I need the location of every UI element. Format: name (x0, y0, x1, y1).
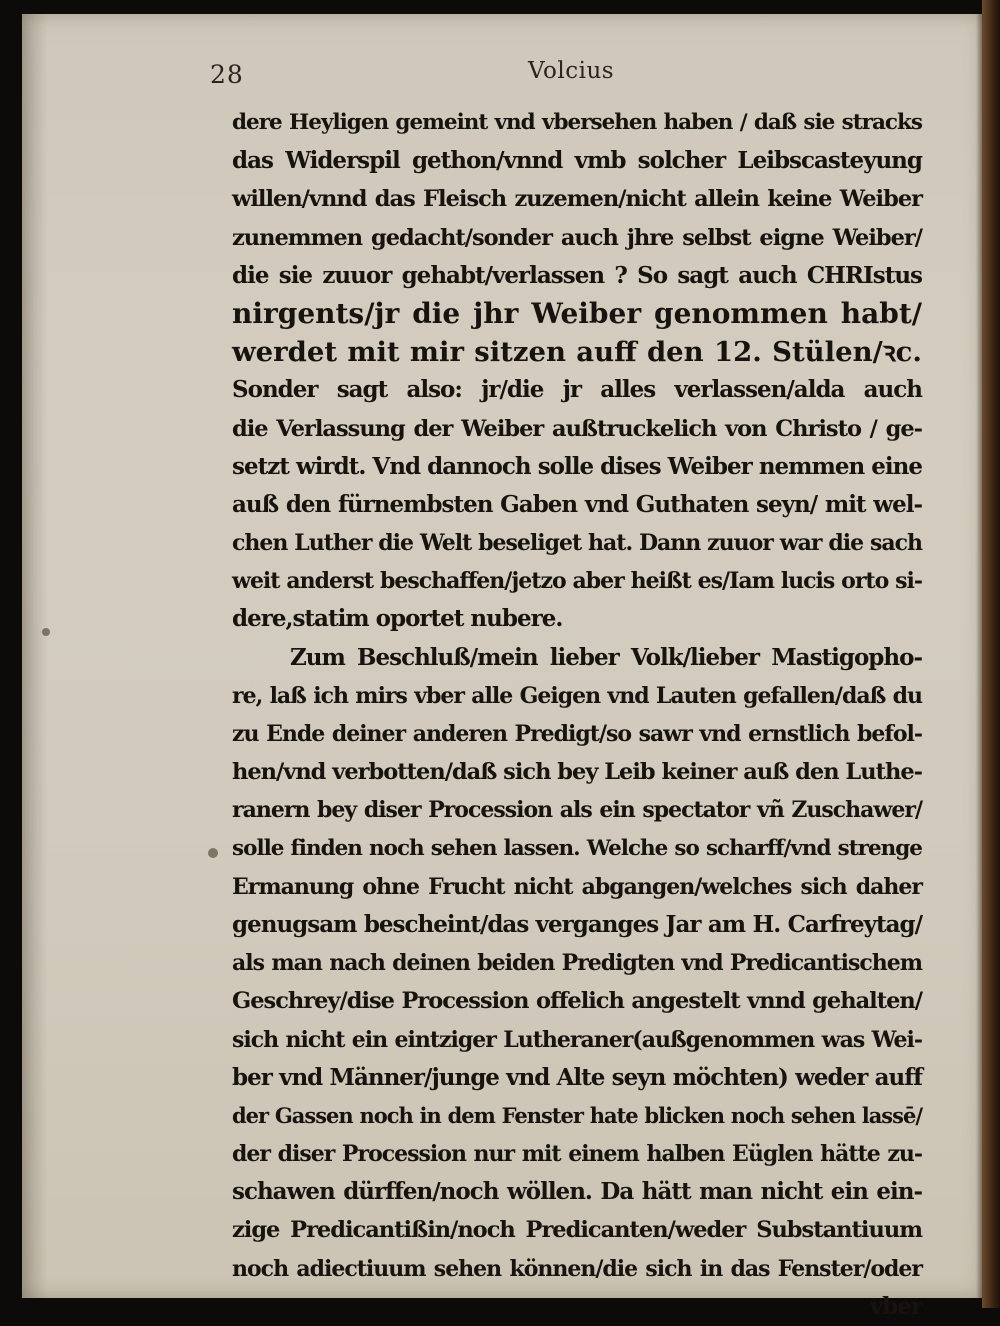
text-line: die sie zuuor gehabt/verlassen ? So sagt auch CHRIstus (232, 261, 922, 289)
text-line: zunemmen gedacht/sonder auch jhre selbst eigne Weiber/ (232, 224, 922, 251)
text-line: die Verlassung der Weiber außtruckelich von Christo / ge- (232, 415, 922, 442)
text-line: Zum Beschluß/mein lieber Volk/lieber Mastigopho- (290, 643, 922, 671)
text-line: der Gassen noch in dem Fenster hate blicken noch sehen lassē/ (232, 1102, 922, 1128)
text-line: dere Heyligen gemeint vnd vbersehen haben / daß sie stracks (232, 110, 922, 135)
text-line: als man nach deinen beiden Predigten vnd Predicantischem (232, 950, 922, 977)
text-line: noch adiectiuum sehen können/die sich in das Fenster/oder (232, 1255, 922, 1282)
text-line: zige Predicantißin/noch Predicanten/weder Substantiuum (232, 1217, 922, 1244)
running-title: Volcius (528, 58, 615, 84)
text-line: auß den fürnembsten Gaben vnd Guthaten seyn/ mit wel- (232, 490, 922, 518)
text-line: Ermanung ohne Frucht nicht abgangen/welches sich daher (232, 873, 922, 900)
text-line: genugsam bescheint/das verganges Jar am H. Carfreytag/ (232, 910, 922, 938)
text-line: re, laß ich mirs vber alle Geigen vnd Lauten gefallen/daß du (232, 682, 922, 709)
text-line: ber vnd Männer/junge vnd Alte seyn möchten) weder auff (232, 1063, 922, 1091)
text-line: werdet mit mir sitzen auff den 12. Stülen/ꝛc. (232, 336, 922, 369)
book-edge (982, 0, 1000, 1308)
text-line: sich nicht ein eintziger Lutheraner(außgenommen was Wei- (232, 1026, 922, 1053)
text-line: willen/vnnd das Fleisch zuzemen/nicht allein keine Weiber (232, 186, 922, 213)
text-line: ranern bey diser Procession als ein spectator vñ Zuschawer/ (232, 797, 922, 824)
text-line: der diser Procession nur mit einem halben Eüglen hätte zu- (232, 1141, 922, 1168)
text-line: weit anderst beschaffen/jetzo aber heißt es/Iam lucis orto si- (232, 568, 922, 595)
text-line: das Widerspil gethon/vnnd vmb solcher Leibscasteyung (232, 147, 922, 175)
text-line: Geschrey/dise Procession offelich angestelt vnnd gehalten/ (232, 988, 922, 1015)
text-line: zu Ende deiner anderen Predigt/so sawr vnd ernstlich befol- (232, 721, 922, 747)
paper-stain (208, 848, 218, 858)
text-line: solle finden noch sehen lassen. Welche so scharff/vnd strenge (232, 835, 922, 861)
text-line: setzt wirdt. Vnd dannoch solle dises Weiber nemmen eine (232, 452, 922, 480)
page-number: 28 (210, 60, 244, 89)
body-text (232, 104, 922, 1326)
text-line: hen/vnd verbotten/daß sich bey Leib keiner auß den Luthe- (232, 759, 922, 786)
text-line: schawen dürffen/noch wöllen. Da hätt man nicht ein ein- (232, 1178, 922, 1206)
catchword: vber (869, 1292, 922, 1320)
text-line: dere,statim oportet nubere. (232, 605, 563, 633)
text-line: chen Luther die Welt beseliget hat. Dann zuuor war die sach (232, 530, 922, 557)
paper-stain (42, 628, 50, 636)
text-line: nirgents/jr die jhr Weiber genommen habt/ (232, 296, 922, 330)
text-line: Sonder sagt also: jr/die jr alles verlassen/alda auch (232, 376, 922, 404)
